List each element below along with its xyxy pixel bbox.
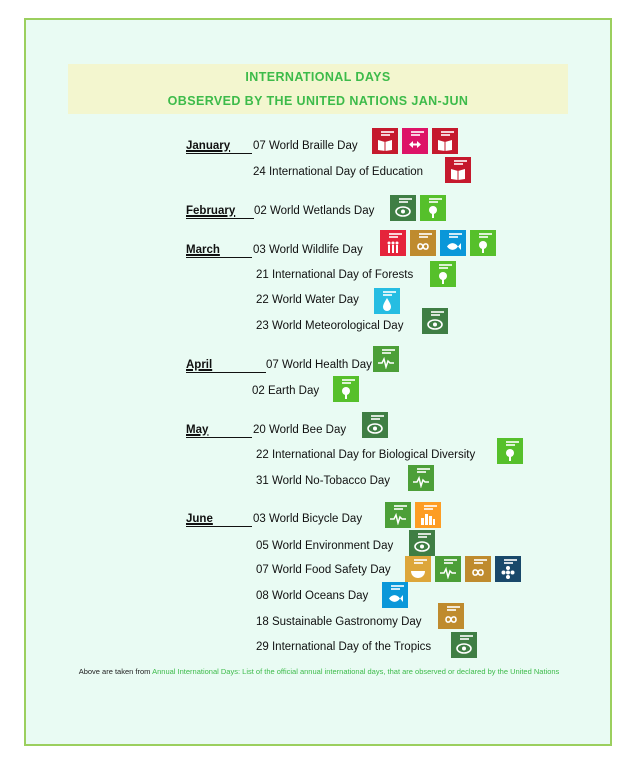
month-january: January — [186, 140, 231, 152]
month-february: February — [186, 205, 236, 217]
sdg-goal-14-fish-icon: 14 — [382, 582, 408, 608]
sdg-goal-4-book-icon: 4 — [372, 128, 398, 154]
sdg-icon-group — [385, 502, 441, 528]
title-line-2: OBSERVED BY THE UNITED NATIONS JAN-JUN — [167, 94, 469, 108]
source-link[interactable]: Annual International Days: List of the official annual international days, that are observed or declared by the United Nations — [152, 667, 560, 676]
sdg-goal-13-circle-icon: 13 — [409, 530, 435, 556]
sdg-goal-15-tree-icon: 15 — [470, 230, 496, 256]
month-june: June — [186, 513, 213, 525]
sdg-goal-13-circle-icon: 13 — [451, 632, 477, 658]
day-entry: 07 World Food Safety Day — [256, 564, 391, 576]
month-may: May — [186, 424, 209, 436]
day-entry: 05 World Environment Day — [256, 540, 394, 552]
sdg-goal-15-tree-icon: 15 — [497, 438, 523, 464]
source-note — [64, 665, 574, 678]
sdg-goal-1-people-icon: 1 — [380, 230, 406, 256]
day-entry: 18 Sustainable Gastronomy Day — [256, 616, 422, 628]
sdg-goal-3-wave-icon: 3 — [385, 502, 411, 528]
day-entry: 08 World Oceans Day — [256, 590, 369, 602]
sdg-goal-2-bowl-icon: 2 — [405, 556, 431, 582]
day-entry: 31 World No-Tobacco Day — [256, 475, 391, 487]
sdg-goal-12-loop-icon: 12 — [410, 230, 436, 256]
sdg-icon-group — [362, 412, 388, 438]
sdg-goal-13-circle-icon: 13 — [362, 412, 388, 438]
day-entry: 07 World Braille Day — [253, 140, 358, 152]
month-underline — [186, 153, 252, 154]
sdg-goal-11-city-icon: 11 — [415, 502, 441, 528]
day-entry: 22 World Water Day — [256, 294, 359, 306]
sdg-icon-group — [374, 288, 400, 314]
sdg-icon-group — [380, 230, 496, 256]
day-entry: 23 World Meteorological Day — [256, 320, 404, 332]
day-entry: 02 World Wetlands Day — [254, 205, 375, 217]
month-underline — [186, 372, 266, 373]
sdg-goal-15-tree-icon: 15 — [430, 261, 456, 287]
sdg-icon-group — [497, 438, 523, 464]
day-entry: 20 World Bee Day — [253, 424, 347, 436]
day-entry: 07 World Health Day — [266, 359, 372, 371]
month-underline — [186, 437, 252, 438]
source-prefix: Above are taken from — [78, 667, 151, 676]
sdg-icon-group — [451, 632, 477, 658]
month-underline — [186, 526, 252, 527]
sdg-icon-group — [333, 376, 359, 402]
sdg-icon-group — [422, 308, 448, 334]
sdg-icon-group — [445, 157, 471, 183]
day-entry: 24 International Day of Education — [253, 166, 424, 178]
sdg-goal-12-loop-icon: 12 — [438, 603, 464, 629]
sdg-goal-6-drop-icon: 6 — [374, 288, 400, 314]
month-march: March — [186, 244, 220, 256]
page-card — [24, 18, 612, 746]
sdg-goal-15-tree-icon: 15 — [333, 376, 359, 402]
sdg-icon-group — [438, 603, 464, 629]
day-entry: 29 International Day of the Tropics — [256, 641, 432, 653]
sdg-icon-group — [390, 195, 446, 221]
day-entry: 21 International Day of Forests — [256, 269, 414, 281]
sdg-goal-4-book-icon: 4 — [432, 128, 458, 154]
sdg-icon-group — [409, 530, 435, 556]
sdg-goal-17-flower-icon: 17 — [495, 556, 521, 582]
sdg-icon-group — [373, 346, 399, 372]
title-line-1: INTERNATIONAL DAYS — [245, 70, 391, 84]
sdg-goal-15-tree-icon: 15 — [420, 195, 446, 221]
sdg-goal-13-circle-icon: 13 — [390, 195, 416, 221]
sdg-goal-3-wave-icon: 3 — [408, 465, 434, 491]
sdg-icon-group — [405, 556, 521, 582]
sdg-goal-14-fish-icon: 14 — [440, 230, 466, 256]
month-april: April — [186, 359, 213, 371]
sdg-goal-10-arrows-icon: 10 — [402, 128, 428, 154]
sdg-goal-3-wave-icon: 3 — [373, 346, 399, 372]
sdg-goal-12-loop-icon: 12 — [465, 556, 491, 582]
day-entry: 22 International Day for Biological Diversity — [256, 449, 476, 461]
month-underline — [186, 257, 252, 258]
sdg-icon-group — [382, 582, 408, 608]
day-entry: 02 Earth Day — [252, 385, 320, 397]
month-underline — [186, 218, 254, 219]
sdg-goal-13-circle-icon: 13 — [422, 308, 448, 334]
sdg-goal-4-book-icon: 4 — [445, 157, 471, 183]
day-entry: 03 World Bicycle Day — [253, 513, 363, 525]
sdg-icon-group — [430, 261, 456, 287]
day-entry: 03 World Wildlife Day — [253, 244, 363, 256]
title-banner — [68, 64, 568, 114]
sdg-goal-3-wave-icon: 3 — [435, 556, 461, 582]
sdg-icon-group — [372, 128, 458, 154]
sdg-icon-group — [408, 465, 434, 491]
